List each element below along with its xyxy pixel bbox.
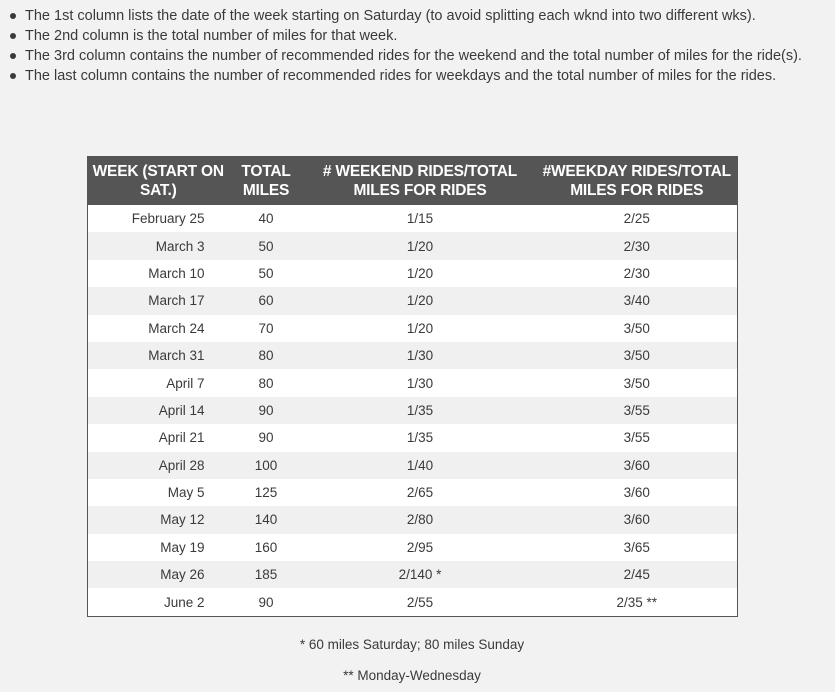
cell-total-miles: 90 [229,424,304,451]
table-row [88,260,738,287]
cell-week: March 3 [88,232,229,259]
cell-weekday-rides: 3/65 [537,534,738,561]
table-row [88,205,738,232]
cell-week: May 19 [88,534,229,561]
instruction-item: The 1st column lists the date of the week starting on Saturday (to avoid splitting each wknd into two different wks). [25,6,835,26]
header-week: WEEK (START ON SAT.) [88,157,229,206]
cell-weekend-rides: 2/65 [304,479,537,506]
cell-weekday-rides: 2/45 [537,561,738,588]
cell-total-miles: 125 [229,479,304,506]
cell-total-miles: 50 [229,260,304,287]
cell-total-miles: 140 [229,506,304,533]
table-row [88,369,738,396]
table-row [88,232,738,259]
cell-week: May 12 [88,506,229,533]
footnote-weekday: ** Monday-Wednesday [343,668,481,683]
cell-week: March 31 [88,342,229,369]
cell-weekend-rides: 2/80 [304,506,537,533]
cell-weekday-rides: 3/55 [537,424,738,451]
cell-total-miles: 160 [229,534,304,561]
table-row [88,588,738,616]
cell-total-miles: 60 [229,287,304,314]
table-header-row [88,157,738,206]
cell-week: April 21 [88,424,229,451]
table-row [88,397,738,424]
cell-weekday-rides: 2/35 ** [537,588,738,616]
cell-total-miles: 40 [229,205,304,232]
cell-weekday-rides: 2/25 [537,205,738,232]
cell-week: April 28 [88,452,229,479]
cell-weekend-rides: 2/140 * [304,561,537,588]
cell-weekend-rides: 2/55 [304,588,537,616]
cell-weekday-rides: 2/30 [537,260,738,287]
cell-total-miles: 80 [229,342,304,369]
cell-weekday-rides: 3/40 [537,287,738,314]
cell-total-miles: 90 [229,588,304,616]
cell-total-miles: 80 [229,369,304,396]
table-row [88,479,738,506]
cell-week: March 24 [88,315,229,342]
footnote-weekend: * 60 miles Saturday; 80 miles Sunday [299,637,525,652]
table-row [88,424,738,451]
table-row [88,561,738,588]
cell-week: April 7 [88,369,229,396]
training-schedule-table-wrapper [87,156,737,617]
cell-week: May 5 [88,479,229,506]
cell-week: March 17 [88,287,229,314]
cell-weekday-rides: 3/60 [537,452,738,479]
table-row [88,315,738,342]
cell-total-miles: 185 [229,561,304,588]
cell-weekend-rides: 2/95 [304,534,537,561]
cell-weekend-rides: 1/30 [304,369,537,396]
cell-weekend-rides: 1/15 [304,205,537,232]
cell-weekday-rides: 3/50 [537,315,738,342]
table-row [88,287,738,314]
cell-week: June 2 [88,588,229,616]
training-schedule-table [87,156,738,617]
cell-weekend-rides: 1/20 [304,232,537,259]
instruction-item: The 2nd column is the total number of miles for that week. [25,26,835,46]
table-row [88,452,738,479]
table-row [88,506,738,533]
table-body [88,205,738,616]
instruction-item: The 3rd column contains the number of recommended rides for the weekend and the total number of miles for the ride(s). [25,46,835,66]
header-weekend-rides: # WEEKEND RIDES/TOTAL MILES FOR RIDES [304,157,537,206]
cell-weekend-rides: 1/30 [304,342,537,369]
cell-total-miles: 70 [229,315,304,342]
cell-total-miles: 50 [229,232,304,259]
table-row [88,534,738,561]
header-total-miles: TOTAL MILES [229,157,304,206]
cell-weekday-rides: 3/60 [537,479,738,506]
cell-weekend-rides: 1/35 [304,397,537,424]
cell-weekend-rides: 1/20 [304,287,537,314]
instructions-list [0,6,835,86]
cell-week: April 14 [88,397,229,424]
header-weekday-rides: #WEEKDAY RIDES/TOTAL MILES FOR RIDES [537,157,738,206]
cell-total-miles: 90 [229,397,304,424]
cell-weekday-rides: 3/50 [537,369,738,396]
cell-week: February 25 [88,205,229,232]
cell-weekday-rides: 3/50 [537,342,738,369]
cell-weekend-rides: 1/35 [304,424,537,451]
cell-total-miles: 100 [229,452,304,479]
table-row [88,342,738,369]
cell-weekday-rides: 3/55 [537,397,738,424]
instruction-item: The last column contains the number of recommended rides for weekdays and the total number of miles for the rides. [25,66,835,86]
cell-weekend-rides: 1/20 [304,315,537,342]
cell-week: March 10 [88,260,229,287]
cell-week: May 26 [88,561,229,588]
cell-weekday-rides: 2/30 [537,232,738,259]
cell-weekend-rides: 1/20 [304,260,537,287]
cell-weekday-rides: 3/60 [537,506,738,533]
cell-weekend-rides: 1/40 [304,452,537,479]
